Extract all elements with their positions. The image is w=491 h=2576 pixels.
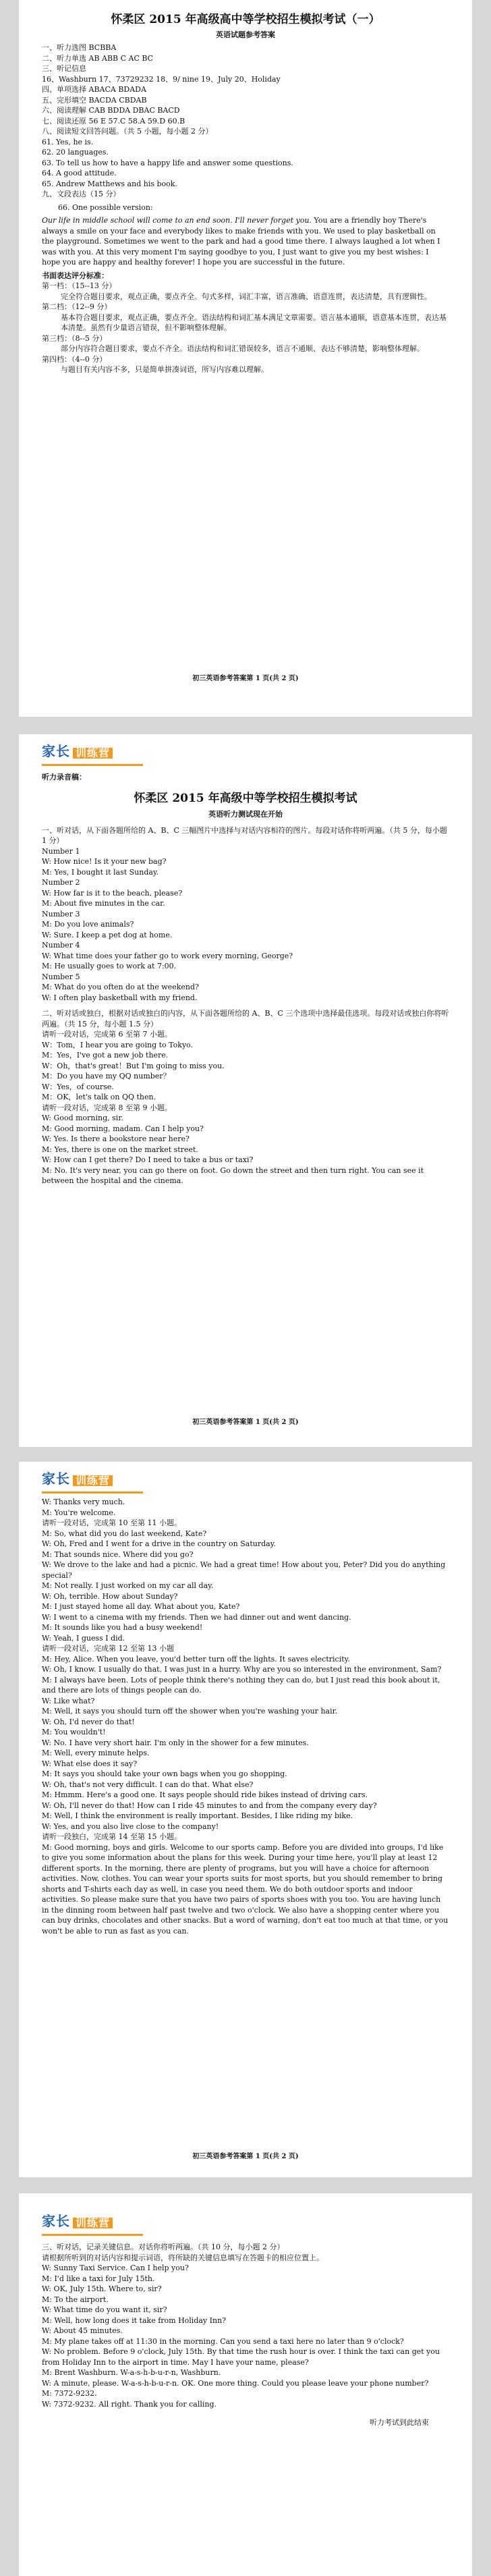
script-line: M: No. It's very near, you can go there on foot. Go down the street and then turn right. You can see it between the hospital and the cinema.	[42, 1166, 424, 1185]
grading-title: 书面表达评分标准：	[42, 271, 109, 280]
script-line: W: Good morning, sir.	[42, 1114, 123, 1122]
script-line: W: Oh, I know. I usually do that. I was just in a hurry. Why are you so interested in the environment, Sam?	[42, 1665, 442, 1674]
script-line: 请听一段对话，完成第 6 至第 7 小题。	[42, 1030, 172, 1039]
script-line: W：Tom，I hear you are going to Tokyo.	[42, 1040, 194, 1049]
script-line: W: I often play basketball with my friend.	[42, 993, 198, 1002]
script-line: M: Well, I think the environment is really important. Besides, I like riding my bike.	[42, 1811, 353, 1820]
listening-script-page-3	[19, 2193, 472, 2576]
grade-label: 第四档：（4--0 分）	[42, 354, 107, 364]
script-line: 请听一段独白，完成第 14 至第 15 小题。	[42, 1832, 181, 1841]
script-line: M: He usually goes to work at 7:00.	[42, 962, 177, 970]
answer-line: 61. Yes, he is.	[42, 137, 94, 146]
script-line: M: Good morning, madam. Can I help you?	[42, 1124, 204, 1133]
script-line: W: About 45 minutes.	[42, 2326, 123, 2335]
script-line: M：Yes，I've got a new job there.	[42, 1051, 169, 1060]
script-line: W: What time does your father go to work every morning, George?	[42, 951, 293, 960]
grade-label: 第二档：（12--9 分）	[42, 302, 112, 311]
logo-text-1: 家长	[42, 743, 70, 759]
answer-line: 三、听记信息	[42, 64, 86, 73]
grading-criteria	[42, 281, 449, 375]
script-line: M: About five minutes in the car.	[42, 899, 165, 908]
script-line: W: 7372-9232. All right. Thank you for calling.	[42, 2399, 217, 2409]
script-line: W: I went to a cinema with my friends. Then we had dinner out and went dancing.	[42, 1612, 351, 1622]
script-line: 一、听对话，从下面各题所给的 A、B、C 三幅图片中选择与对话内容相符的图片。每段对话你将听两遍。（共 5 分，每小题 1 分）	[42, 825, 447, 845]
script-line: M: Brent Washburn. W-a-s-h-b-u-r-n, Washburn.	[42, 2368, 221, 2377]
grade-description: 基本符合题目要求，观点正确，要点齐全。语法结构和词汇基本满足文章需要。语言基本通顺，语意基本连贯，表达基本清楚。虽然有少量语言错误，但不影响整体理解。	[61, 312, 446, 332]
script-line: W: Oh, Fred and I went for a drive in the country on Saturday.	[42, 1539, 276, 1548]
script-line: W: Yeah, I guess I did.	[42, 1633, 125, 1643]
script-heading: 听力录音稿：	[42, 773, 86, 782]
grade-label: 第三档：（8--5 分）	[42, 333, 107, 343]
listening-script-page-1	[19, 734, 472, 1447]
brand-logo	[42, 1471, 449, 1493]
page-footer: 初三英语参考答案第 1 页(共 2 页)	[192, 675, 299, 682]
script-line: W：Yes，of course.	[42, 1082, 114, 1091]
script-line: M: What do you often do at the weekend?	[42, 983, 199, 991]
script-line: W: We drove to the lake and had a picnic. We had a great time! How about you, Peter? Did you do anything special?	[42, 1560, 446, 1580]
listening-script-page-2	[19, 1462, 472, 2177]
script-line: W: Like what?	[42, 1696, 95, 1705]
script-line: W: Yes, and you also live close to the company!	[42, 1821, 219, 1831]
script-line: W: How can I get there? Do I need to take a bus or taxi?	[42, 1155, 254, 1164]
script-subtitle: 英语听力测试现在开始	[208, 810, 283, 819]
answer-line: 65. Andrew Matthews and his book.	[42, 179, 177, 188]
script-line: M: To the airport.	[42, 2295, 109, 2304]
grade-label: 第一档：（15--13 分）	[42, 281, 117, 290]
page-title: 怀柔区 2015 年高级高中等学校招生模拟考试（一）	[111, 13, 380, 26]
answer-key-page	[19, 0, 472, 717]
script-line: W: What time do you want it, sir?	[42, 2305, 167, 2314]
answer-line: 62. 20 languages.	[42, 148, 109, 157]
script-line: W: Sunny Taxi Service. Can I help you?	[42, 2264, 189, 2272]
script-line: Number 3	[42, 909, 80, 919]
script-line: W: No problem. Before 9 o'clock, July 15th. By that time the rush hour is over. I think the taxi can get you from Holiday Inn to the airport in time. May I have your name, please?	[42, 2347, 440, 2367]
script-line: M: My plane takes off at 11:30 in the morning. Can you send a taxi here no later than 9 o'clock?	[42, 2336, 404, 2346]
page-footer: 初三英语参考答案第 1 页(共 2 页)	[192, 1419, 299, 1426]
essay-label: 66. One possible version:	[58, 202, 153, 212]
script-line: M: I'd like a taxi for July 15th.	[42, 2274, 155, 2283]
script-line: M: 7372-9232.	[42, 2389, 97, 2398]
script-line: M：OK，let's talk on QQ then.	[42, 1093, 156, 1101]
script-line: W: Sure. I keep a pet dog at home.	[42, 930, 173, 939]
script-line: M: Hmmm. Here's a good one. It says people should ride bikes instead of driving cars.	[42, 1790, 368, 1799]
answer-line: 九、文段表达（15 分）	[42, 190, 121, 198]
essay-body: You are a friendly boy There's always a smile on your face and everybody likes to make friends with you. We used to play basketball on the playground. Sometimes we went to the park and had a good time there. I always laughed a lot when I was with you. At this very moment I'm saying goodbye to you, I just want to give you my best wishes: I hope you are happy and healthy forever! I hope you are successful in the future.	[42, 216, 440, 267]
script-line: M: Good morning, boys and girls. Welcome to our sports camp. Before you are divided into groups, I'd like to give you some information about the plans for this week. During your time here, you'll play at least 12 different sports. In the morning, there are plenty of programs, but you will have a choice for afternoon activities. Now, clothes. You can wear your sports suits for most sports, but you should remember to bring shorts and T-shirts each day as well, in case you need them. We do both outdoor sports and indoor activities. So please make sure that you have two pairs of sports shoes with you too. You are having lunch in the dinning room between half past twelve and two o'clock. We also have a shopping center where you can buy drinks, chocolates and other snacks. But a word of warning, don't eat too much at that time, or you won't be able to run as fast as you can.	[42, 1842, 449, 1936]
answer-list	[42, 43, 449, 200]
logo-text-2: 训练营	[73, 2218, 113, 2228]
answer-line: 八、阅读短文回答问题。（共 5 小题，每小题 2 分）	[42, 127, 213, 136]
script-line: 请听一段对话，完成第 10 至第 11 小题。	[42, 1518, 181, 1527]
script-line: W: How nice! Is it your new bag?	[42, 857, 167, 866]
script-line: 请根据所听到的对话内容和提示词语，将所缺的关键信息填写在答题卡的相应位置上。	[42, 2253, 324, 2262]
answer-line: 七、阅读还原 56 E 57.C 58.A 59.D 60.B	[42, 116, 185, 126]
page-footer: 初三英语参考答案第 1 页(共 2 页)	[192, 2153, 299, 2160]
answer-line: 二、听力单选 AB ABB C AC BC	[42, 53, 154, 63]
answer-line: 一、听力选图 BCBBA	[42, 43, 117, 52]
script-line: W: No. I have very short hair. I'm only in the shower for a few minutes.	[42, 1738, 309, 1747]
script-line: W: Oh, I'll never do that! How can I ride 45 minutes to and from the company every day?	[42, 1801, 377, 1810]
answer-line: 63. To tell us how to have a happy life and answer some questions.	[42, 158, 293, 167]
script-line: M: It sounds like you had a busy weekend!	[42, 1623, 203, 1632]
script-line: M: Yes, I bought it last Sunday.	[42, 867, 159, 877]
script-line: W：Oh，that's great！But I'm going to miss you.	[42, 1061, 225, 1070]
essay-opening: Our life in middle school will come to an end soon. I'll never forget you.	[42, 216, 312, 225]
page-subtitle: 英语试题参考答案	[216, 30, 275, 39]
grade-description: 与题目有关内容不多，只是简单拼凑词语，所写内容难以理解。	[61, 365, 268, 374]
logo-text-1: 家长	[42, 1471, 70, 1487]
script-line: W: Yes. Is there a bookstore near here?	[42, 1134, 190, 1143]
script-line: W: Thanks very much.	[42, 1498, 125, 1506]
script-line: 请听一段对话，完成第 12 至第 13 小题	[42, 1644, 174, 1653]
script-line: M: Yes, there is one on the market street.	[42, 1145, 198, 1154]
script-line: M: Do you love animals?	[42, 920, 134, 929]
script-line: 三、听对话，记录关键信息。对话你将听两遍。（共 10 分，每小题 2 分）	[42, 2243, 285, 2251]
brand-logo	[42, 2213, 449, 2235]
answer-line: 四、单项选择 ABACA BDADA	[42, 85, 146, 94]
script-line: M: Hey, Alice. When you leave, you'd better turn off the lights. It saves electricity.	[42, 1654, 350, 1664]
script-line: M: That sounds nice. Where did you go?	[42, 1550, 194, 1559]
answer-line: 16、Washburn 17、73729232 18、9/ nine 19、July 20、Holiday	[42, 74, 281, 84]
script-line: W: Oh, I'd never do that!	[42, 1717, 135, 1726]
logo-text-2: 训练营	[73, 1475, 113, 1486]
script-line: M: I just stayed home all day. What about you, Kate?	[42, 1602, 240, 1611]
script-line: M: You wouldn't!	[42, 1728, 106, 1736]
script-line: 请听一段对话，完成第 8 至第 9 小题。	[42, 1103, 172, 1112]
sample-essay	[42, 215, 449, 268]
script-line: M: You're welcome.	[42, 1508, 116, 1517]
script-line: M: Not really. I just worked on my car all day.	[42, 1581, 214, 1590]
script-line: W: How far is it to the beach, please?	[42, 888, 183, 898]
script-line: W: Oh, terrible. How about Sunday?	[42, 1591, 178, 1601]
script-line: M: It says you should take your own bags when you go shopping.	[42, 1770, 287, 1778]
script-line: Number 4	[42, 941, 80, 950]
script-line: W: OK, July 15th. Where to, sir?	[42, 2284, 162, 2293]
script-line: M: Well, it says you should turn off the shower when you're washing your hair.	[42, 1707, 338, 1716]
end-note: 听力考试到此结束	[370, 2418, 429, 2427]
script-line: Number 2	[42, 878, 80, 887]
script-line: Number 1	[42, 846, 80, 856]
script-lines	[42, 2242, 449, 2409]
script-line: Number 5	[42, 972, 80, 981]
script-line: M: I always have been. Lots of people think there's nothing they can do, but I just read this book about it, and there are lots of things people can do.	[42, 1675, 440, 1695]
logo-text-2: 训练营	[73, 748, 113, 759]
grade-description: 完全符合题目要求，观点正确，要点齐全。句式多样，词汇丰富，语言准确、语意连贯，表达清楚，具有逻辑性。	[61, 292, 432, 301]
script-title: 怀柔区 2015 年高级中等学校招生模拟考试	[134, 791, 357, 805]
script-line: M：Do you have my QQ number？	[42, 1072, 171, 1080]
brand-logo	[42, 743, 449, 765]
script-lines	[42, 1497, 449, 1936]
answer-line: 五、完形填空 BACDA CBDAB	[42, 95, 147, 105]
script-line: M: Well, how long does it take from Holiday Inn?	[42, 2315, 227, 2325]
script-lines	[42, 825, 449, 1186]
script-line: M: Well, every minute helps.	[42, 1749, 150, 1757]
script-line: W: What else does it say?	[42, 1759, 138, 1768]
script-line	[42, 1003, 449, 1008]
grade-description: 部分内容符合题目要求，要点不齐全。语法结构和词汇错误较多，语言不通顺、表达不够清楚，影响整体理解。	[61, 344, 424, 353]
script-line: W: A minute, please. W-a-s-h-b-u-r-n. OK. One more thing. Could you please leave your phone number?	[42, 2378, 429, 2388]
script-line: M: So, what did you do last weekend, Kate?	[42, 1529, 207, 1538]
script-line: W: Oh, that's not very difficult. I can do that. What else?	[42, 1780, 254, 1789]
logo-text-1: 家长	[42, 2213, 70, 2229]
script-line: 二、听对话或独白，根据对话或独白的内容，从下面各题所给的 A、B、C 三个选项中选择最佳选项。每段对话或独白你将听两遍。（共 15 分，每小题 1.5 分）	[42, 1009, 449, 1029]
answer-line: 六、阅读理解 CAB BDDA DBAC BACD	[42, 106, 180, 115]
answer-line: 64. A good attitude.	[42, 169, 117, 177]
